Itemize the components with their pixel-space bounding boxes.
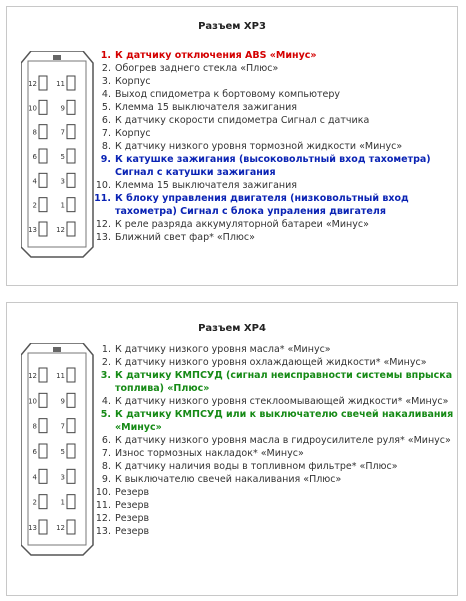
pin-contact <box>39 469 47 483</box>
pin-item <box>93 369 455 395</box>
pin-description: К датчику низкого уровня масла в гидроусилителе руля* «Минус» <box>115 435 451 446</box>
pin-number: 3. <box>101 76 111 87</box>
pin-number: 8. <box>101 461 111 472</box>
pin-number: 13. <box>95 526 111 537</box>
pin-number: 11. <box>95 500 111 511</box>
pin-label: 12 <box>56 524 65 532</box>
pin-description: К катушке зажигания (высоковольтный вход тахометра) Сигнал с катушки зажигания <box>115 154 431 178</box>
pin-label: 1 <box>60 498 65 507</box>
pin-number: 4. <box>101 396 111 407</box>
pin-item <box>93 114 455 127</box>
pin-label: 3 <box>60 473 65 482</box>
pin-label: 3 <box>60 177 65 186</box>
pin-number: 13. <box>95 232 111 243</box>
pin-item <box>93 408 455 434</box>
pin-description: К датчику отключения ABS «Минус» <box>115 50 317 61</box>
pin-contact <box>67 149 75 163</box>
pin-description: Резерв <box>115 513 150 524</box>
pin-description: Ближний свет фар* «Плюс» <box>115 232 255 243</box>
pin-contact <box>67 76 75 90</box>
pin-label: 9 <box>60 397 65 406</box>
pin-contact <box>67 495 75 509</box>
pin-label: 11 <box>56 80 65 88</box>
pin-item <box>93 140 455 153</box>
pin-description: К датчику низкого уровня стеклоомывающей жидкости* «Минус» <box>115 396 449 407</box>
pin-number: 4. <box>101 89 111 100</box>
pin-item <box>93 127 455 140</box>
pin-item <box>93 192 455 218</box>
pin-description: К реле разряда аккумуляторной батареи «Минус» <box>115 219 369 230</box>
pin-label: 6 <box>32 153 37 161</box>
pin-number: 10. <box>95 487 111 498</box>
pin-item <box>93 447 455 460</box>
xp3-title: Разъем ХР3 <box>198 21 266 32</box>
pin-contact <box>39 125 47 139</box>
pin-description: Клемма 15 выключателя зажигания <box>115 102 297 113</box>
pin-description: Обогрев заднего стекла «Плюс» <box>115 63 279 74</box>
pin-description: Резерв <box>115 526 150 537</box>
pin-contact <box>67 100 75 114</box>
pin-label: 13 <box>28 524 37 532</box>
pin-label: 2 <box>32 498 37 507</box>
pin-contact <box>39 520 47 534</box>
pin-contact <box>39 419 47 433</box>
xp3-connector-diagram <box>21 51 101 261</box>
pin-item <box>93 88 455 101</box>
pin-contact <box>39 368 47 382</box>
pin-item <box>93 486 455 499</box>
pin-number: 11. <box>94 193 111 204</box>
pin-label: 12 <box>56 226 65 234</box>
connector-key-notch <box>53 55 61 60</box>
pin-contact <box>67 419 75 433</box>
pin-label: 5 <box>60 448 65 456</box>
pin-number: 6. <box>101 435 111 446</box>
pin-label: 12 <box>28 372 37 380</box>
pin-number: 1. <box>100 50 111 61</box>
pin-contact <box>39 495 47 509</box>
pin-label: 2 <box>32 201 37 210</box>
pin-label: 13 <box>28 226 37 234</box>
pin-description: Выход спидометра к бортовому компьютеру <box>115 89 341 100</box>
pin-label: 5 <box>60 153 65 161</box>
pin-contact <box>39 444 47 458</box>
pin-contact <box>67 520 75 534</box>
xp4-pin-list <box>93 343 455 538</box>
pin-number: 7. <box>101 128 111 139</box>
pin-item <box>93 75 455 88</box>
pin-number: 3. <box>100 370 111 381</box>
pin-label: 10 <box>28 397 37 406</box>
pin-description: К датчику наличия воды в топливном фильтре* «Плюс» <box>115 461 398 472</box>
pin-number: 9. <box>100 154 111 165</box>
pin-item <box>93 49 455 62</box>
pin-number: 6. <box>101 115 111 126</box>
pin-item <box>93 231 455 244</box>
pin-number: 7. <box>101 448 111 459</box>
pin-number: 12. <box>95 513 111 524</box>
pin-item <box>93 525 455 538</box>
connector-key-notch <box>53 347 61 352</box>
pin-item <box>93 512 455 525</box>
xp3-pin-list <box>93 49 455 244</box>
pin-item <box>93 218 455 231</box>
pin-contact <box>67 368 75 382</box>
pin-item <box>93 62 455 75</box>
pin-contact <box>39 198 47 212</box>
pin-contact <box>39 100 47 114</box>
pin-item <box>93 460 455 473</box>
pin-contact <box>39 222 47 236</box>
pin-item <box>93 343 455 356</box>
pin-description: К датчику КМПСУД или к выключателю свечей накаливания «Минус» <box>115 409 454 433</box>
pin-contact <box>67 393 75 407</box>
pin-item <box>93 499 455 512</box>
pin-item <box>93 434 455 447</box>
pin-description: Резерв <box>115 487 150 498</box>
xp4-connector-diagram <box>21 343 101 559</box>
pin-contact <box>67 222 75 236</box>
pin-label: 7 <box>60 422 65 431</box>
pin-number: 5. <box>101 102 111 113</box>
connector-xp4-panel <box>6 302 458 596</box>
pin-label: 10 <box>28 104 37 113</box>
pin-contact <box>67 444 75 458</box>
pin-contact <box>67 125 75 139</box>
pin-description: К датчику скорости спидометра Сигнал с датчика <box>115 115 370 126</box>
pin-number: 8. <box>101 141 111 152</box>
pin-item <box>93 356 455 369</box>
pin-contact <box>67 469 75 483</box>
pin-number: 10. <box>95 180 111 191</box>
pin-item <box>93 473 455 486</box>
pin-contact <box>39 149 47 163</box>
pin-contact <box>67 173 75 187</box>
pin-description: К блоку управления двигателя (низковольтный вход тахометра) Сигнал с блока упраления двигателя <box>115 193 409 217</box>
pin-label: 8 <box>32 128 37 137</box>
pin-number: 1. <box>101 344 111 355</box>
pin-label: 8 <box>32 422 37 431</box>
pin-description: Корпус <box>115 128 151 139</box>
pin-description: Износ тормозных накладок* «Минус» <box>115 448 304 459</box>
connector-xp3-panel <box>6 6 458 286</box>
pin-description: К датчику низкого уровня охлаждающей жидкости* «Минус» <box>115 357 427 368</box>
pin-number: 12. <box>95 219 111 230</box>
xp4-title: Разъем ХР4 <box>198 323 266 334</box>
pin-description: Корпус <box>115 76 151 87</box>
pin-number: 9. <box>101 474 111 485</box>
pin-description: К датчику низкого уровня масла* «Минус» <box>115 344 331 355</box>
pin-number: 2. <box>101 357 111 368</box>
pin-item <box>93 395 455 408</box>
pin-description: Резерв <box>115 500 150 511</box>
pin-label: 12 <box>28 80 37 88</box>
pin-description: К выключателю свечей накаливания «Плюс» <box>115 474 342 485</box>
pin-label: 4 <box>32 177 37 186</box>
pin-label: 7 <box>60 128 65 137</box>
pin-contact <box>39 173 47 187</box>
pin-number: 5. <box>100 409 111 420</box>
pin-item <box>93 179 455 192</box>
pin-contact <box>39 76 47 90</box>
pin-label: 6 <box>32 448 37 456</box>
pin-description: К датчику КМПСУД (сигнал неисправности системы впрыска топлива) «Плюс» <box>115 370 453 394</box>
pin-label: 9 <box>60 104 65 113</box>
pin-contact <box>39 393 47 407</box>
pin-contact <box>67 198 75 212</box>
pin-label: 1 <box>60 201 65 210</box>
pin-item <box>93 153 455 179</box>
pin-item <box>93 101 455 114</box>
pin-description: К датчику низкого уровня тормозной жидкости «Минус» <box>115 141 403 152</box>
pin-number: 2. <box>101 63 111 74</box>
pin-description: Клемма 15 выключателя зажигания <box>115 180 297 191</box>
pin-label: 11 <box>56 372 65 380</box>
pin-label: 4 <box>32 473 37 482</box>
